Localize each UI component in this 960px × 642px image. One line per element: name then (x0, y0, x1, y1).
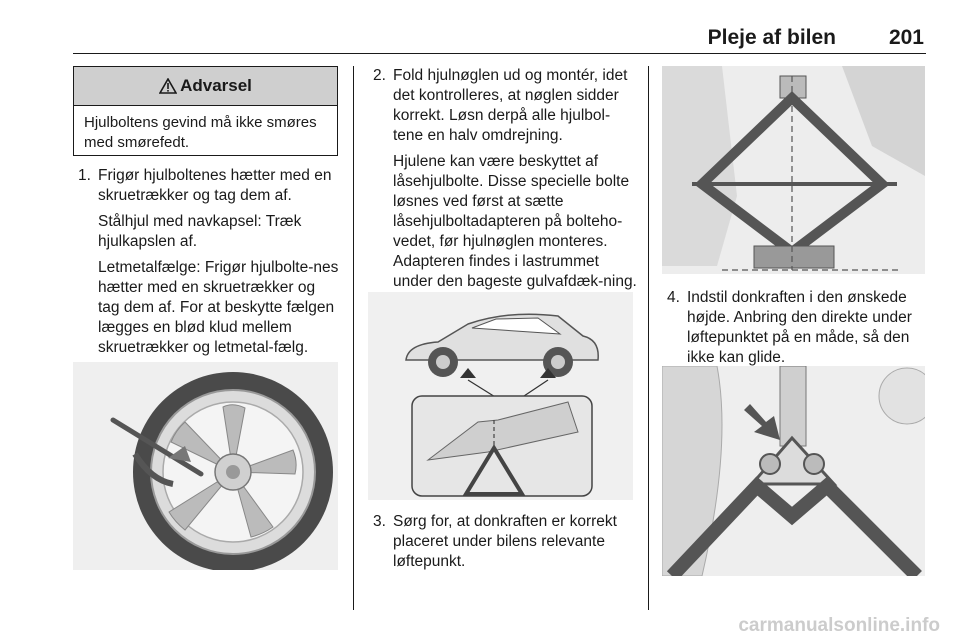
scissor-jack-illustration (662, 66, 925, 274)
step-number: 2. (373, 67, 386, 84)
step-paragraph: Frigør hjulboltenes hætter med en skruetrækker og tag dem af. (98, 167, 332, 204)
jack-lifting-point-illustration (662, 366, 925, 576)
car-jacking-points-illustration (368, 292, 633, 500)
step-paragraph: Indstil donkraften i den ønskede højde. Anbring den direkte under løftepunktet på en måde, så den ikke kan glide. (687, 289, 912, 366)
page-title: Pleje af bilen (707, 26, 836, 49)
header-divider (73, 53, 926, 54)
warning-box (73, 66, 338, 156)
column-divider-1 (353, 66, 354, 610)
column-divider-2 (648, 66, 649, 610)
watermark: carmanualsonline.info (738, 615, 940, 636)
warning-triangle-icon (159, 78, 177, 94)
wheel-bolt-cap-illustration (73, 362, 338, 570)
step-1 (78, 166, 340, 364)
step-paragraph: Hjulene kan være beskyttet af låsehjulbolte. Disse specielle bolte løsnes ved først at sætte låsehjulboltadapteren på bolteho-vedet, før hjulnøglen monteres. Adapteren findes i lastrummet under den bageste gulvafdæk-ning. (393, 153, 637, 290)
warning-title: Advarsel (180, 76, 252, 95)
step-paragraph: Letmetalfælge: Frigør hjulbolte-nes hætter med en skruetrækker og tag dem af. For at beskytte fælgen lægges en blød klud mellem skruetrækker og letmetal-fælg. (98, 259, 339, 356)
warning-header (74, 67, 337, 106)
step-2 (373, 66, 638, 298)
step-number: 3. (373, 513, 386, 530)
step-paragraph: Fold hjulnøglen ud og montér, idet det kontrolleres, at nøglen sidder korrekt. Løsn derpå alle hjulbol-tene en halv omdrejning. (393, 67, 628, 144)
step-number: 4. (667, 289, 680, 306)
step-paragraph: Stålhjul med navkapsel: Træk hjulkapslen af. (98, 213, 302, 250)
step-4 (667, 288, 932, 374)
page-number: 201 (888, 26, 924, 49)
step-3 (373, 512, 638, 578)
warning-text: Hjulboltens gevind må ikke smøres med smørefedt. (84, 114, 317, 151)
step-number: 1. (78, 167, 91, 184)
step-paragraph: Sørg for, at donkraften er korrekt placeret under bilens relevante løftepunkt. (393, 513, 617, 570)
